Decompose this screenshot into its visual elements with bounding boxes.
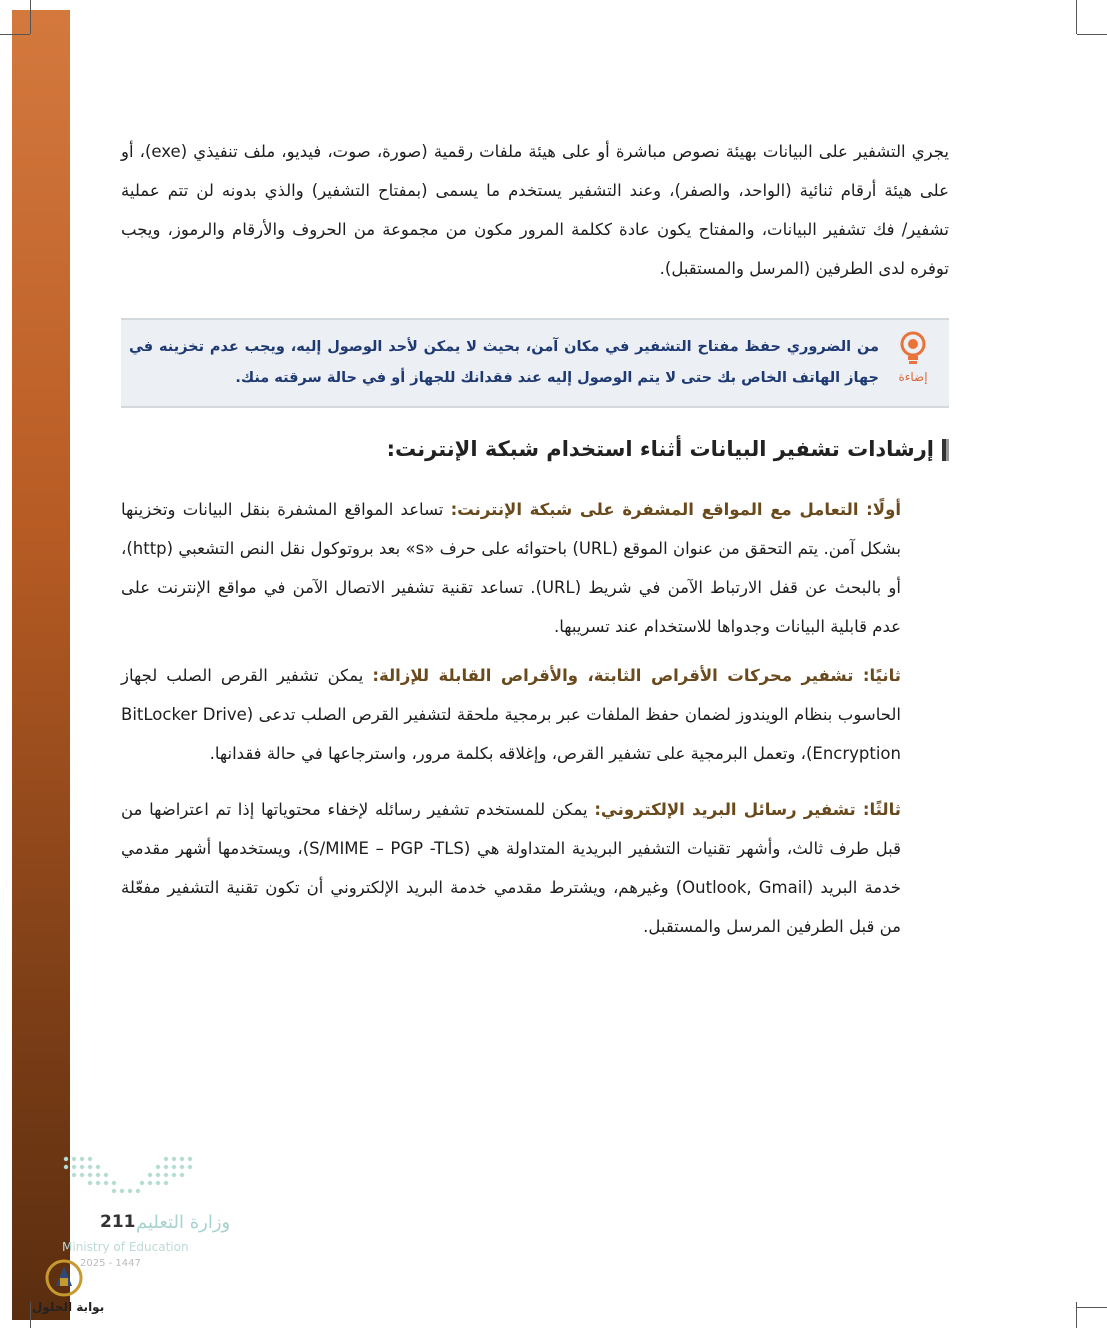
guideline-lead: أولًا: التعامل مع المواقع المشفرة على شبكة الإنترنت:	[450, 500, 901, 519]
side-color-bar	[12, 10, 70, 1320]
ministry-name-ar: وزارة التعليم	[136, 1212, 231, 1233]
guideline-text: يمكن للمستخدم تشفير رسائله لإخفاء محتوياتها إذا تم اعتراضها من قبل طرف ثالث، وأشهر تقنيات التشفير البريدية المتداولة هي (S/MIME – PGP -TLS)، ويستخدمها أشهر مقدمي خدمة البريد (Outlook, Gmail) وغيرهم، ويشترط مقدمي خدمة البريد الإلكتروني أن تكون تقنية التشفير مفعّلة من قبل الطرفين المرسل والمستقبل.	[121, 800, 901, 936]
intro-paragraph: يجري التشفير على البيانات بهيئة نصوص مباشرة أو على هيئة ملفات رقمية (صورة، صوت، فيديو، ملف تنفيذي (exe)، أو على هيئة أرقام ثنائية (الواحد، والصفر)، وعند التشفير يستخدم ما يسمى (بمفتاح التشفير) والذي بدونه لن تتم عملية تشفير/ فك تشفير البيانات، والمفتاح يكون عادة ككلمة المرور مكون من مجموعة من الحروف والأرقام والرموز، ويجب توفره لدى الطرفين (المرسل والمستقبل).	[121, 142, 949, 278]
guideline-item	[121, 790, 901, 946]
page-number: 211	[100, 1212, 136, 1232]
crop-mark	[1077, 34, 1107, 35]
guideline-text: يمكن تشفير القرص الصلب لجهاز الحاسوب بنظام الويندوز لضمان حفظ الملفات عبر برمجية ملحقة لتشفير القرص الصلب تدعى (BitLocker Drive Encryption)، وتعمل البرمجية على تشفير القرص، وإغلاقه بكلمة مرور، واسترجاعها في حالة فقدانها.	[121, 666, 901, 763]
portal-label: بوابة الحلول	[32, 1300, 105, 1314]
lightbulb-icon	[898, 330, 928, 368]
ministry-year: 2025 - 1447	[80, 1258, 141, 1269]
note-text: من الضروري حفظ مفتاح التشفير في مكان آمن، بحيث لا يمكن لأحد الوصول إليه، ويجب عدم تخزينه في جهاز الهاتف الخاص بك حتى لا يتم الوصول إليه عند فقدانك للجهاز أو في حالة سرقته منك.	[129, 339, 879, 386]
crop-mark	[0, 34, 30, 35]
crop-mark	[1076, 1302, 1077, 1328]
note-box	[121, 318, 949, 408]
guideline-lead: ثالثًا: تشفير رسائل البريد الإلكتروني:	[594, 800, 901, 819]
guideline-item	[121, 656, 901, 773]
guideline-text: تساعد المواقع المشفرة بنقل البيانات وتخزينها بشكل آمن. يتم التحقق من عنوان الموقع (URL) باحتوائه على حرف «s» بعد بروتوكول نقل النص التشعبي (http)، أو بالبحث عن قفل الارتباط الآمن في شريط (URL). تساعد تقنية تشفير الاتصال الآمن في مواقع الإنترنت على عدم قابلية البيانات وجدواها للاستخدام عند تسريبها.	[121, 500, 901, 636]
guideline-item	[121, 490, 901, 646]
guideline-lead: ثانيًا: تشفير محركات الأقراص الثابتة، والأقراص القابلة للإزالة:	[372, 666, 901, 685]
title-marker	[942, 439, 949, 461]
portal-emblem-icon	[44, 1258, 84, 1298]
crop-mark	[30, 1302, 31, 1328]
crop-mark	[1077, 1307, 1107, 1308]
section-title-text: إرشادات تشفير البيانات أثناء استخدام شبكة الإنترنت:	[386, 437, 934, 461]
ministry-name-en: Ministry of Education	[62, 1240, 189, 1254]
note-label: إضاءة	[898, 370, 928, 384]
crop-mark	[1076, 0, 1077, 34]
crop-mark	[30, 0, 31, 34]
ministry-logo-dots	[62, 1155, 198, 1201]
section-title	[387, 437, 949, 461]
note-icon-wrap	[891, 330, 935, 394]
